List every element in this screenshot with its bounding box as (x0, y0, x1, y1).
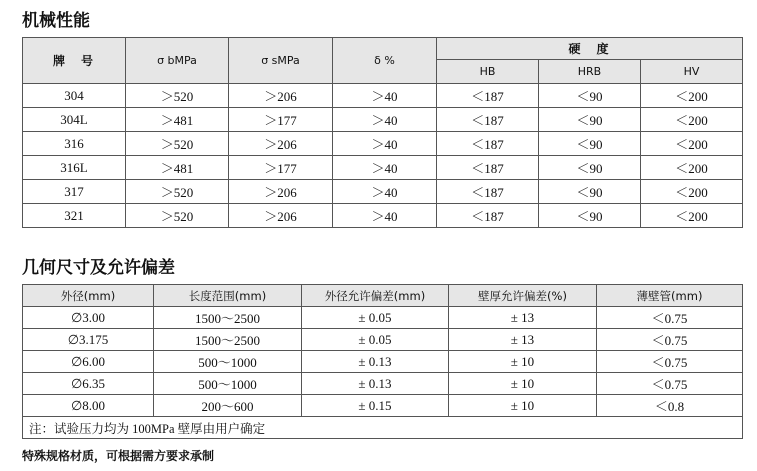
mechanical-properties-table (22, 37, 743, 228)
table-row (23, 204, 743, 228)
table-cell: ± 0.13 (302, 351, 449, 373)
table-cell: 1500～2500 (154, 307, 302, 329)
table-cell: ＜200 (641, 180, 743, 204)
table-cell: ＞206 (229, 180, 333, 204)
table-cell: ＜200 (641, 132, 743, 156)
table-cell: ＜90 (539, 156, 641, 180)
table-cell: ± 10 (449, 373, 597, 395)
header-outer-diameter: 外径(mm) (23, 285, 154, 307)
table-cell: ＜200 (641, 84, 743, 108)
dimensions-title: 几何尺寸及允许偏差 (22, 258, 175, 278)
table-cell: ± 0.13 (302, 373, 449, 395)
table-cell: ＜90 (539, 132, 641, 156)
table-cell: ＞40 (333, 108, 437, 132)
table-cell: ∅3.175 (23, 329, 154, 351)
table-cell: ＜0.75 (597, 373, 743, 395)
table-cell: 500～1000 (154, 351, 302, 373)
mechanical-properties-title: 机械性能 (22, 11, 90, 31)
table-cell: ± 0.05 (302, 307, 449, 329)
table-cell: ＜187 (437, 204, 539, 228)
table-cell: ＜0.8 (597, 395, 743, 417)
table-cell: ＞520 (126, 204, 229, 228)
table-cell: 500～1000 (154, 373, 302, 395)
header-hrb: HRB (539, 60, 641, 84)
table-cell: ＞206 (229, 84, 333, 108)
table-cell: ∅6.35 (23, 373, 154, 395)
header-wall-tolerance: 壁厚允许偏差(%) (449, 285, 597, 307)
table-row (23, 351, 743, 373)
table-cell: ＜0.75 (597, 307, 743, 329)
table-cell: 1500～2500 (154, 329, 302, 351)
table-row (23, 307, 743, 329)
table-cell: ± 10 (449, 395, 597, 417)
table-cell: ± 13 (449, 329, 597, 351)
table-row (23, 180, 743, 204)
table-cell: ＜0.75 (597, 351, 743, 373)
table-cell: ± 13 (449, 307, 597, 329)
header-thin-wall: 薄壁管(mm) (597, 285, 743, 307)
header-tensile-strength: σ bMPa (126, 38, 229, 84)
table-cell: ＞40 (333, 180, 437, 204)
table-cell: ＜0.75 (597, 329, 743, 351)
table-cell: ＞177 (229, 108, 333, 132)
table-cell: ＜187 (437, 84, 539, 108)
table-cell: ＜187 (437, 156, 539, 180)
table-cell: ＞520 (126, 84, 229, 108)
header-grade: 牌 号 (23, 38, 126, 84)
table-row (23, 373, 743, 395)
table-cell: ＜200 (641, 108, 743, 132)
header-od-tolerance: 外径允许偏差(mm) (302, 285, 449, 307)
header-hardness: 硬 度 (437, 38, 743, 60)
table-note: 注：试验压力均为 100MPa 壁厚由用户确定 (23, 417, 743, 439)
table-cell: ＞520 (126, 180, 229, 204)
header-hb: HB (437, 60, 539, 84)
table-cell: ＞40 (333, 204, 437, 228)
table-cell: 316 (23, 132, 126, 156)
table-cell: 317 (23, 180, 126, 204)
table-cell: ＞481 (126, 156, 229, 180)
table-cell: 321 (23, 204, 126, 228)
table-cell: ＞206 (229, 132, 333, 156)
table-row (23, 329, 743, 351)
table-cell: ＜90 (539, 84, 641, 108)
table-cell: ＞520 (126, 132, 229, 156)
table-cell: ＜200 (641, 204, 743, 228)
table-row (23, 395, 743, 417)
table-cell: ＞481 (126, 108, 229, 132)
table-cell: 316L (23, 156, 126, 180)
dimensions-table (22, 284, 743, 439)
table-cell: ＞177 (229, 156, 333, 180)
footer-note: 特殊规格材质，可根据需方要求承制 (22, 449, 215, 463)
table-cell: ＞40 (333, 156, 437, 180)
table-cell: ＜200 (641, 156, 743, 180)
table-cell: ＜187 (437, 108, 539, 132)
table-cell: 304L (23, 108, 126, 132)
table-cell: ∅8.00 (23, 395, 154, 417)
table-cell: ＞206 (229, 204, 333, 228)
table-cell: ＜187 (437, 180, 539, 204)
table-cell: ± 0.15 (302, 395, 449, 417)
table-row (23, 84, 743, 108)
table-cell: ＜90 (539, 180, 641, 204)
table-cell: 304 (23, 84, 126, 108)
header-elongation: δ % (333, 38, 437, 84)
table-cell: ∅6.00 (23, 351, 154, 373)
table-cell: ＞40 (333, 132, 437, 156)
table-cell: ＜90 (539, 204, 641, 228)
table-cell: ± 0.05 (302, 329, 449, 351)
table-row (23, 132, 743, 156)
header-length-range: 长度范围(mm) (154, 285, 302, 307)
header-yield-strength: σ sMPa (229, 38, 333, 84)
table-cell: 200～600 (154, 395, 302, 417)
table-cell: ± 10 (449, 351, 597, 373)
table-cell: ＜90 (539, 108, 641, 132)
table-cell: ＞40 (333, 84, 437, 108)
table-cell: ＜187 (437, 132, 539, 156)
table-row (23, 108, 743, 132)
header-hv: HV (641, 60, 743, 84)
table-row (23, 156, 743, 180)
table-cell: ∅3.00 (23, 307, 154, 329)
